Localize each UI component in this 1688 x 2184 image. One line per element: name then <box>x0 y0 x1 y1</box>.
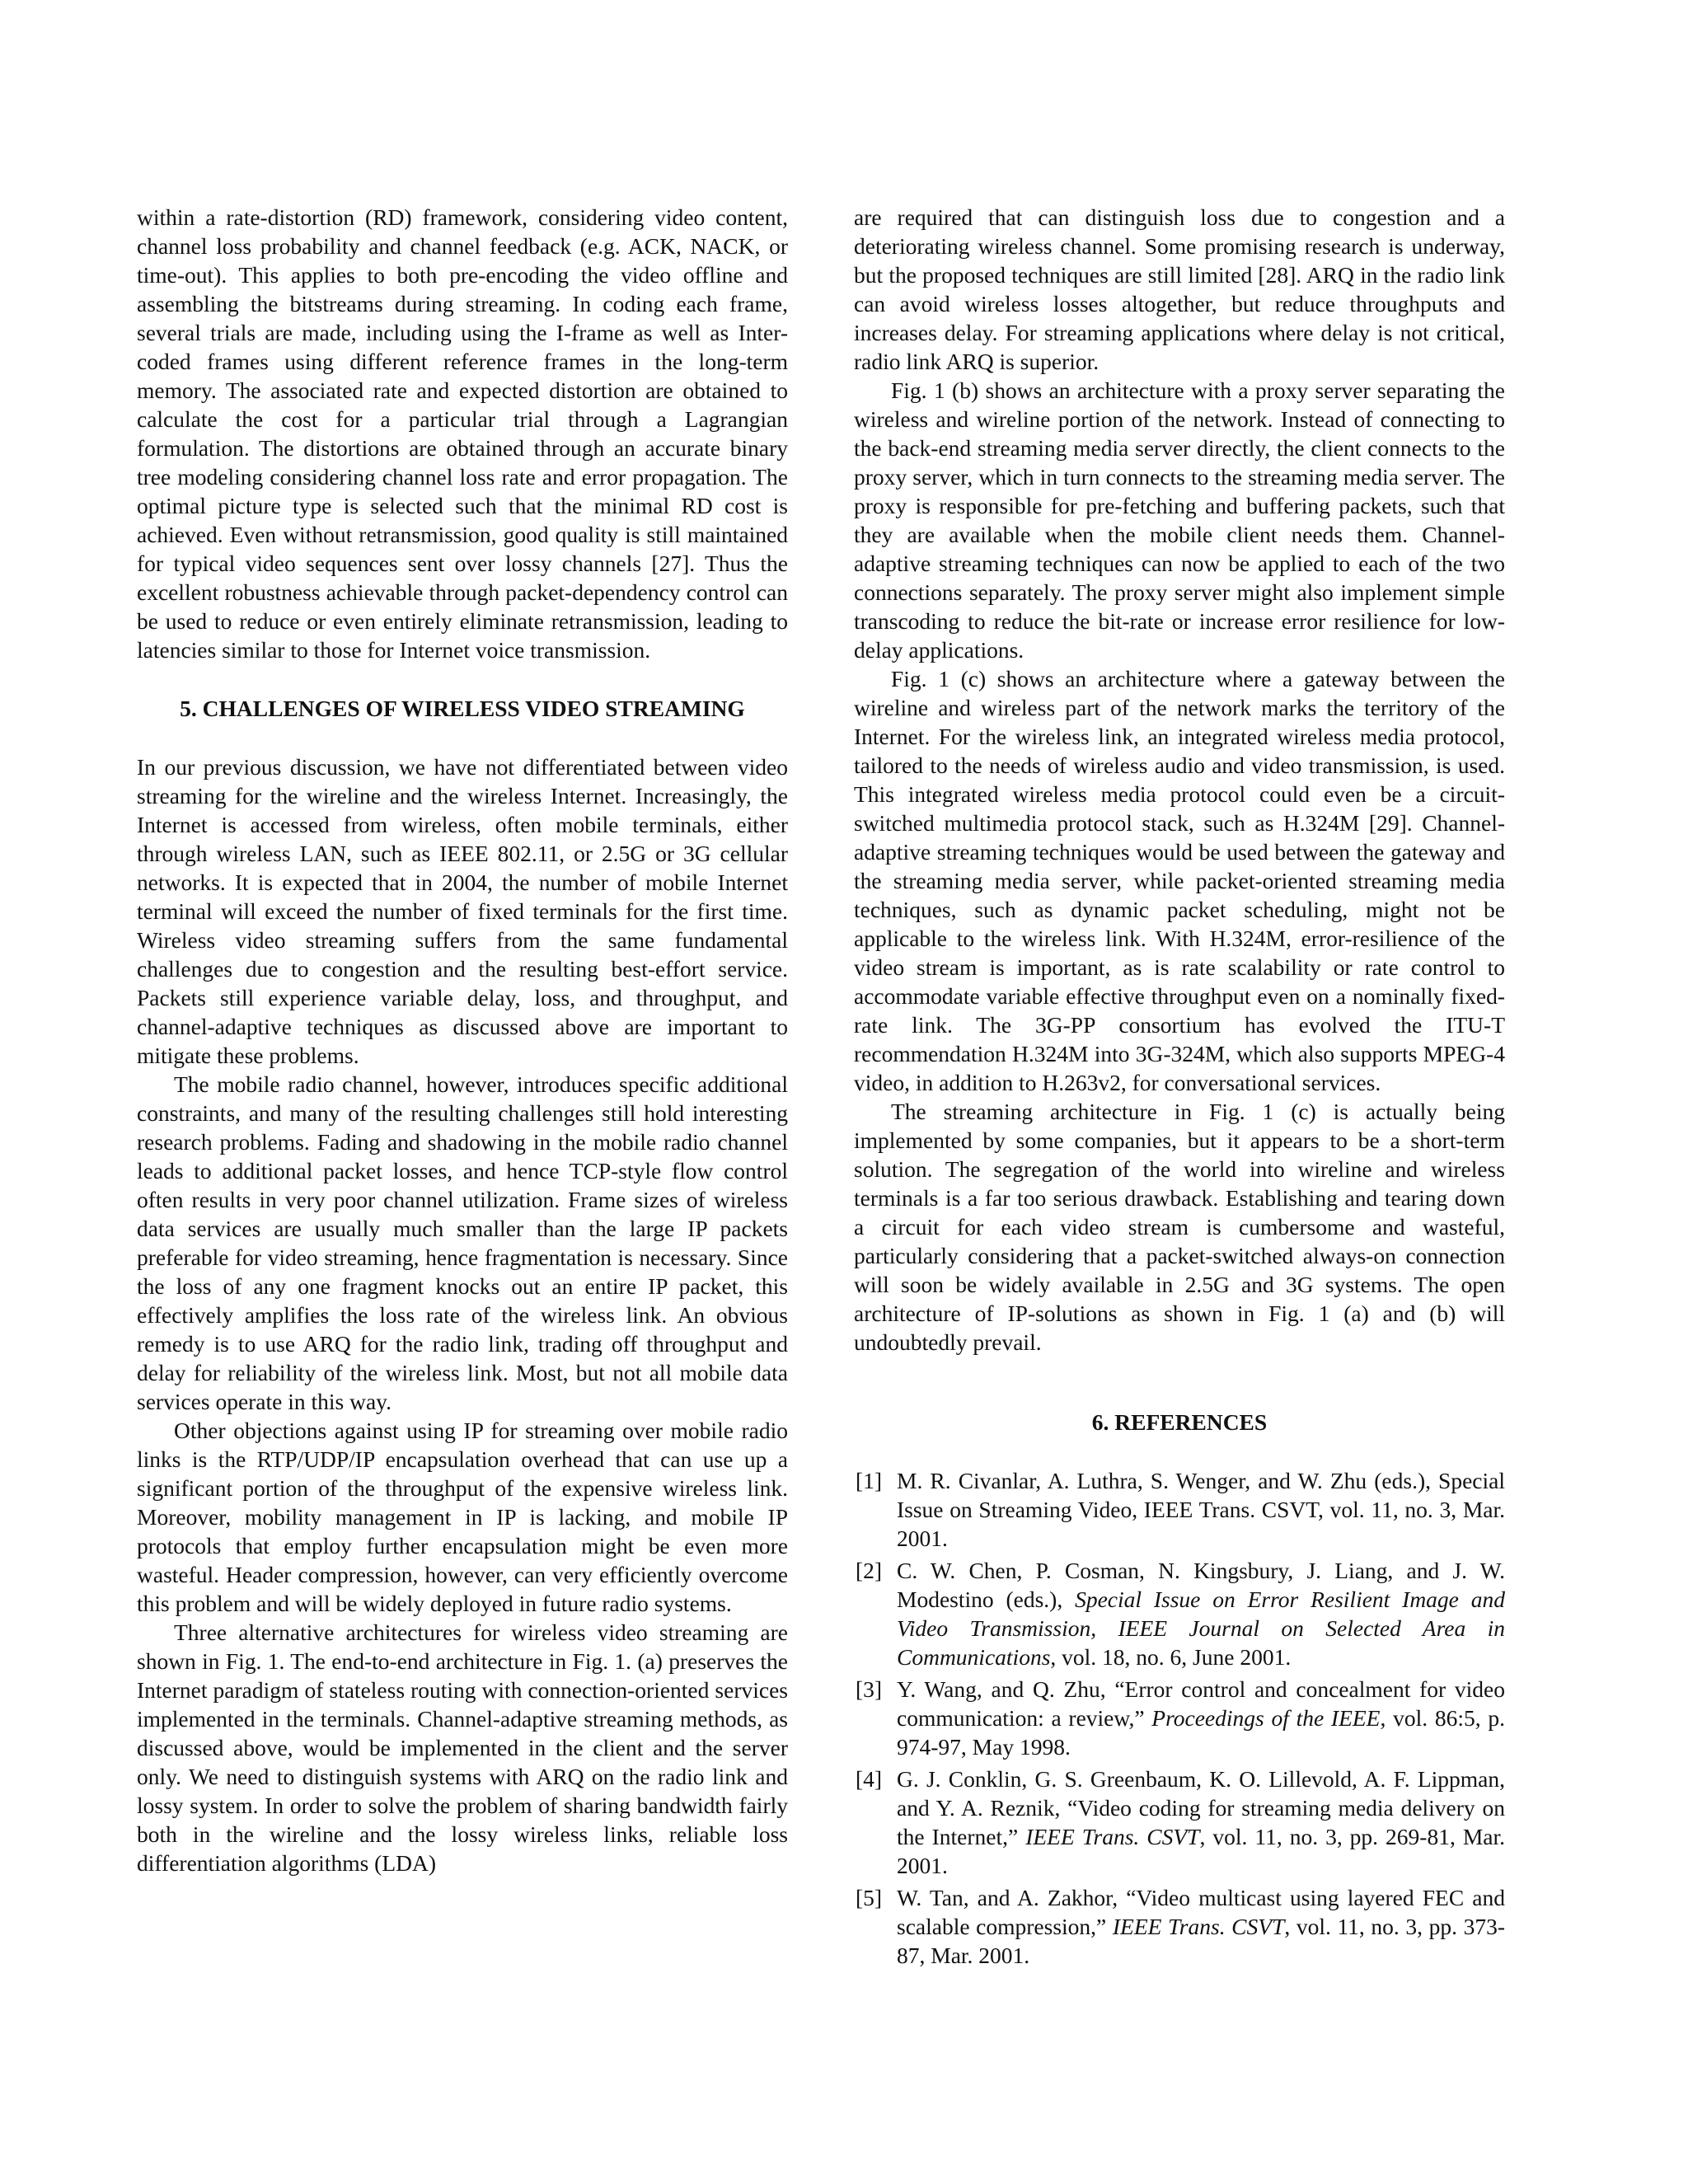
reference-venue: Special Issue on Error Resilient Image and Video Transmission, IEEE Journal on Selected Area in Communications <box>897 1586 1505 1670</box>
section-5-title: 5. CHALLENGES OF WIRELESS VIDEO STREAMING <box>180 696 745 721</box>
section-6-title: 6. REFERENCES <box>1091 1409 1268 1435</box>
reference-item <box>854 1765 1505 1880</box>
paragraph: within a rate-distortion (RD) framework, considering video content, channel loss probability and channel feedback (e.g. ACK, NACK, or time-out). This applies to both pre-encoding the video offline and assembling the bitstreams during streaming. In coding each frame, several trials are made, including using the I-frame as well as Inter-coded frames using different reference frames in the long-term memory. The associated rate and expected distortion are obtained to calculate the cost for a particular trial through a Lagrangian formulation. The distortions are obtained through an accurate binary tree modeling considering channel loss rate and error propagation. The optimal picture type is selected such that the minimal RD cost is achieved. Even without retransmission, good quality is still maintained for typical video sequences sent over lossy channels [27]. Thus the excellent robustness achievable through packet-dependency control can be used to reduce or even entirely eliminate retransmission, leading to latencies similar to those for Internet voice transmission. <box>137 204 788 663</box>
reference-venue: Proceedings of the IEEE <box>1151 1705 1381 1731</box>
reference-venue: IEEE Trans. CSVT <box>1025 1824 1200 1849</box>
paragraph: Three alternative architectures for wireless video streaming are shown in Fig. 1. The end-to-end architecture in Fig. 1. (a) preserves the Internet paradigm of stateless routing with connection-oriented services implemented in the terminals. Channel-adaptive streaming methods, as discussed above, would be implemented in the client and the server only. We need to distinguish systems with ARQ on the radio link and lossy system. In order to solve the problem of sharing bandwidth fairly both in the wireline and the lossy wireless links, reliable loss differentiation algorithms (LDA) <box>137 1619 788 1876</box>
reference-number: [4] <box>856 1766 883 1792</box>
right-column <box>854 203 1505 1973</box>
paragraph: Other objections against using IP for streaming over mobile radio links is the RTP/UDP/IP encapsulation overhead that can use up a significant portion of the throughput of the expensive wireless link. Moreover, mobility management in IP is lacking, and mobile IP protocols that employ further encapsulation might be even more wasteful. Header compression, however, can very efficiently overcome this problem and will be widely deployed in future radio systems. <box>137 1418 788 1616</box>
reference-text: M. R. Civanlar, A. Luthra, S. Wenger, and W. Zhu (eds.), Special Issue on Streaming Video, IEEE Trans. CSVT, vol. 11, no. 3, Mar. 2001. <box>897 1468 1505 1551</box>
paragraph: The streaming architecture in Fig. 1 (c) is actually being implemented by some companies, but it appears to be a short-term solution. The segregation of the world into wireline and wireless terminals is a far too serious drawback. Establishing and tearing down a circuit for each video stream is cumbersome and wasteful, particularly considering that a packet-switched always-on connection will soon be widely available in 2.5G and 3G systems. The open architecture of IP-solutions as shown in Fig. 1 (a) and (b) will undoubtedly prevail. <box>854 1099 1505 1355</box>
reference-text: C. W. Chen, P. Cosman, N. Kingsbury, J. Liang, and J. W. Modestino (eds.), <box>897 1558 1505 1612</box>
reference-item <box>854 1556 1505 1671</box>
reference-details: , vol. 11, no. 3, pp. 373-87, Mar. 2001. <box>897 1914 1506 1968</box>
reference-number: [2] <box>856 1558 883 1583</box>
reference-number: [3] <box>856 1676 883 1702</box>
reference-details: , vol. 18, no. 6, June 2001. <box>1050 1644 1292 1670</box>
reference-text: G. J. Conklin, G. S. Greenbaum, K. O. Lillevold, A. F. Lippman, and Y. A. Reznik, “Video coding for streaming media delivery on the Internet,” <box>897 1766 1505 1849</box>
reference-text: Y. Wang, and Q. Zhu, “Error control and concealment for video communication: a review,” <box>897 1676 1505 1731</box>
reference-details: , vol. 11, no. 3, pp. 269-81, Mar. 2001. <box>897 1824 1506 1878</box>
reference-item <box>854 1675 1505 1761</box>
reference-item <box>854 1883 1505 1970</box>
left-column <box>137 203 788 1877</box>
reference-item <box>854 1466 1505 1553</box>
reference-list <box>854 1466 1505 1970</box>
reference-number: [1] <box>856 1468 883 1493</box>
paragraph: Fig. 1 (b) shows an architecture with a proxy server separating the wireless and wireline portion of the network. Instead of connecting to the back-end streaming media server directly, the client connects to the proxy server, which in turn connects to the streaming media server. The proxy is responsible for pre-fetching and buffering packets, such that they are available when the mobile client needs them. Channel-adaptive streaming techniques can now be applied to each of the two connections separately. The proxy server might also implement simple transcoding to reduce the bit-rate or increase error resilience for low-delay applications. <box>854 377 1505 663</box>
reference-text: W. Tan, and A. Zakhor, “Video multicast using layered FEC and scalable compression,” <box>897 1885 1505 1939</box>
reference-details: , vol. 86:5, p. 974-97, May 1998. <box>897 1705 1505 1760</box>
paragraph: Fig. 1 (c) shows an architecture where a gateway between the wireline and wireless part of the network marks the territory of the Internet. For the wireless link, an integrated wireless media protocol, tailored to the needs of wireless audio and video transmission, is used. This integrated wireless media protocol could even be a circuit-switched multimedia protocol stack, such as H.324M [29]. Channel-adaptive streaming techniques would be used between the gateway and the streaming media server, while packet-oriented streaming media techniques, such as dynamic packet scheduling, might not be applicable to the wireless link. With H.324M, error-resilience of the video stream is important, as is rate scalability or rate control to accommodate variable effective throughput even on a nominally fixed-rate link. The 3G-PP consortium has evolved the ITU-T recommendation H.324M into 3G-324M, which also supports MPEG-4 video, in addition to H.263v2, for conversational services. <box>854 666 1505 1095</box>
paragraph: The mobile radio channel, however, introduces specific additional constraints, and many of the resulting challenges still hold interesting research problems. Fading and shadowing in the mobile radio channel leads to additional packet losses, and hence TCP-style flow control often results in very poor channel utilization. Frame sizes of wireless data services are usually much smaller than the large IP packets preferable for video streaming, hence fragmentation is necessary. Since the loss of any one fragment knocks out an entire IP packet, this effectively amplifies the loss rate of the wireless link. An obvious remedy is to use ARQ for the radio link, trading off throughput and delay for reliability of the wireless link. Most, but not all mobile data services operate in this way. <box>137 1071 788 1414</box>
reference-venue: IEEE Trans. CSVT <box>1112 1914 1285 1939</box>
paragraph: are required that can distinguish loss due to congestion and a deteriorating wireless channel. Some promising research is underway, but the proposed techniques are still limited [28]. ARQ in the radio link can avoid wireless losses altogether, but reduce throughputs and increases delay. For streaming applications where delay is not critical, radio link ARQ is superior. <box>854 204 1505 374</box>
paragraph: In our previous discussion, we have not differentiated between video streaming for the wireline and the wireless Internet. Increasingly, the Internet is accessed from wireless, often mobile terminals, either through wireless LAN, such as IEEE 802.11, or 2.5G or 3G cellular networks. It is expected that in 2004, the number of mobile Internet terminal will exceed the number of fixed terminals for the first time. Wireless video streaming suffers from the same fundamental challenges due to congestion and the resulting best-effort service. Packets still experience variable delay, loss, and throughput, and channel-adaptive techniques as discussed above are important to mitigate these problems. <box>137 754 788 1068</box>
reference-number: [5] <box>856 1885 883 1910</box>
